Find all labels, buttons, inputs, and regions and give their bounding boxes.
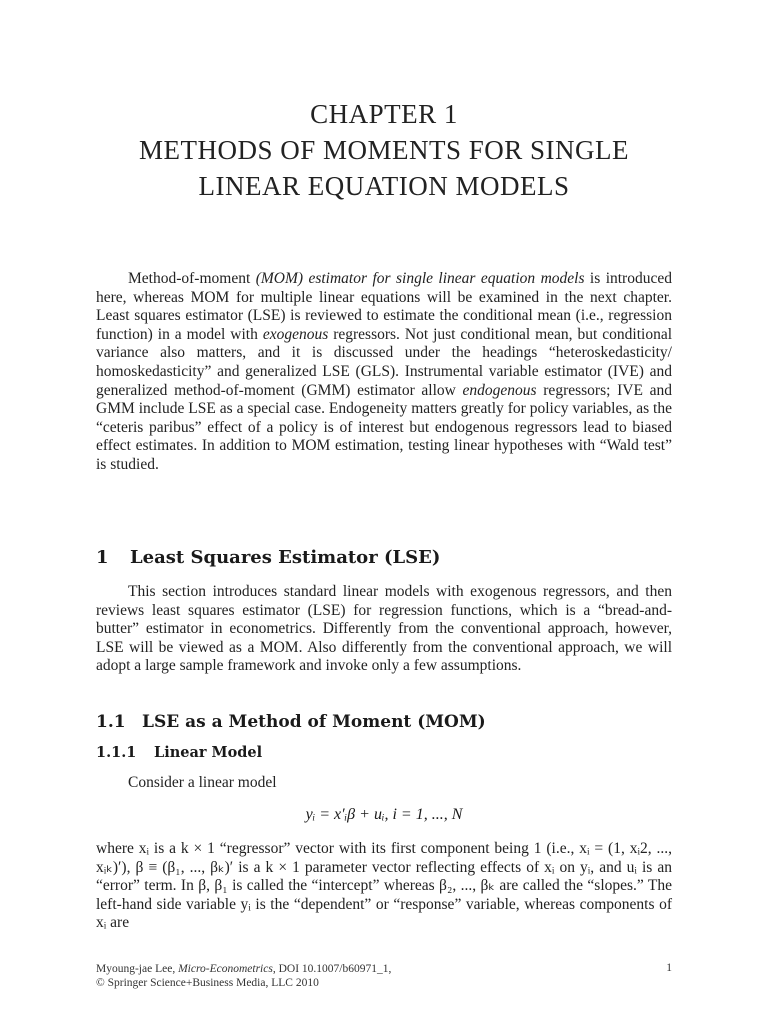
section-1-paragraph: This section introduces standard linear models with exogenous regressors, and then reviews least squares estimator (LSE) for regression functions, which is a “bread-and-butter” estimator in econometrics. Differently from the conventional approach, however, LSE will be viewed as a MOM. Also differently from the conventional approach, we will adopt a large sample framework and invoke only a few assumptions. [96, 583, 672, 675]
subsection-number: 1.1 [96, 712, 126, 732]
abstract-text-2: is introduced here, whereas MOM for multiple linear equations will be examined in the next chapter. Least squares estimator (LSE) is reviewed to estimate the conditional mean (i.e., regression function) in a model with [96, 270, 672, 343]
footer-doi: , DOI 10.1007/b60971_1, [272, 963, 392, 975]
chapter-title-line-1: METHODS OF MOMENTS FOR SINGLE [138, 135, 630, 165]
citation-line [96, 962, 672, 976]
subsubsection-heading-1-1-1 [96, 744, 672, 761]
chapter-number: CHAPTER 1 [310, 99, 458, 129]
section-heading-1 [96, 547, 672, 568]
linear-model-intro [96, 774, 672, 793]
abstract-text-1: Method-of-moment [128, 270, 256, 287]
abstract-emphasis-1: (MOM) estimator for single linear equation models [255, 270, 585, 287]
abstract-text-3: regressors. Not just conditional mean, but conditional variance also matters, and it is discussed under the headings “heteroskedasticity/ homoskedasticity” and generalized LSE (GLS). Instrumental variable estimator (IVE) and generalized method-of-moment (GMM) estimator allow [96, 325, 672, 399]
subsubsection-title: Linear Model [154, 744, 263, 761]
page-footer [96, 962, 672, 990]
chapter-title [0, 96, 768, 204]
section-1-body [96, 583, 672, 676]
section-title: Least Squares Estimator (LSE) [130, 547, 441, 568]
chapter-title-line-2: LINEAR EQUATION MODELS [198, 171, 570, 201]
section-number: 1 [96, 547, 109, 568]
linear-model-paragraph: where xᵢ is a k × 1 “regressor” vector with its first component being 1 (i.e., xᵢ = (1, xᵢ2, ..., xᵢₖ)′), β ≡ (β₁, ..., βₖ)′ is a k × 1 parameter vector reflecting effects of xᵢ on yᵢ, and uᵢ is an “error” term. In β, β₁ is called the “intercept” whereas β₂, ..., βₖ are called the “slopes.” The left-hand side variable yᵢ is the “dependent” or “response” variable, whereas components of xᵢ are [96, 840, 672, 932]
page-number: 1 [666, 962, 672, 974]
subsection-title: LSE as a Method of Moment (MOM) [142, 712, 486, 732]
abstract-text-4: regressors; IVE and GMM include LSE as a special case. Endogeneity matters greatly for policy variables, as the “ceteris paribus” effect of a policy is of interest but endogenous regressors lead to biased effect estimates. In addition to MOM estimation, testing linear hypotheses with “Wald test” is studied. [96, 381, 672, 473]
abstract-emphasis-2: exogenous [262, 325, 329, 343]
abstract-paragraph [96, 270, 672, 475]
footer-book-title: Micro-Econometrics [178, 963, 273, 975]
abstract-emphasis-3: endogenous [462, 381, 537, 399]
footer-author: Myoung-jae Lee, [96, 963, 179, 975]
chapter-abstract [96, 270, 672, 475]
linear-model-body [96, 840, 672, 933]
intro-sentence: Consider a linear model [128, 774, 277, 791]
copyright-line: © Springer Science+Business Media, LLC 2010 [96, 977, 319, 989]
subsubsection-number: 1.1.1 [96, 744, 137, 761]
subsection-heading-1-1 [96, 712, 672, 732]
linear-model-equation: yᵢ = x′ᵢβ + uᵢ, i = 1, ..., N [305, 806, 463, 823]
